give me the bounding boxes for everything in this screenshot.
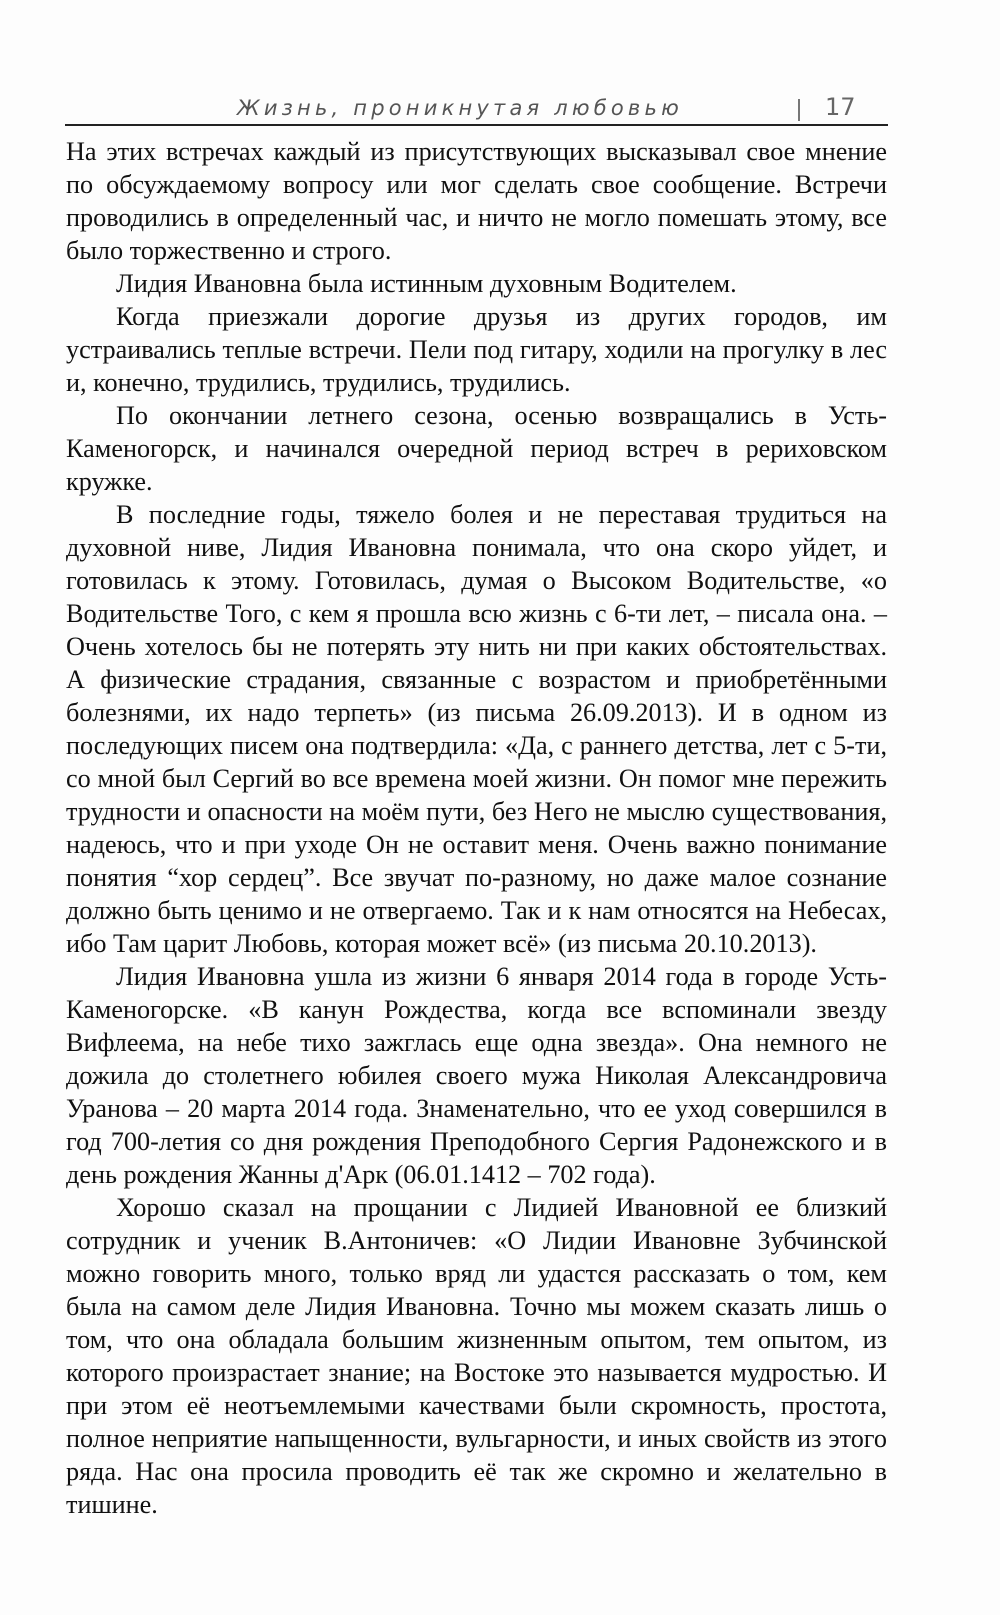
header-separator: [798, 99, 800, 121]
paragraph: На этих встречах каждый из присутствующих высказывал свое мнение по обсуждаемому вопросу или мог сделать свое сообщение. Встречи проводились в определенный час, и ничто не могло помешать этому, все было торжественно и строго.: [66, 137, 887, 265]
paragraph: В последние годы, тяжело болея и не переставая трудиться на духовной ниве, Лидия Ивановна понимала, что она скоро уйдет, и готовилась к этому. Готовилась, думая о Высоком Водительстве, «о Водительстве Того, с кем я прошла всю жизнь с 6-ти лет, – писала она. – Очень хотелось бы не потерять эту нить ни при каких обстоятельствах. А физические страдания, связанные с возрастом и приобретёнными болезнями, их надо терпеть» (из письма 26.09.2013). И в одном из последующих писем она подтвердила: «Да, с раннего детства, лет с 5-ти, со мной был Сергий во все времена моей жизни. Он помог мне пережить трудности и опасности на моём пути, без Него не мыслю существования, надеюсь, что и при уходе Он не оставит меня. Очень важно понимание понятия “хор сердец”. Все звучат по-разному, но даже малое сознание должно быть ценимо и не отвергаемо. Так и к нам относятся на Небесах, ибо Там царит Любовь, которая может всё» (из письма 20.10.2013).: [66, 500, 887, 958]
running-title: Жизнь, проникнутая любовью: [237, 96, 683, 120]
paragraph: Лидия Ивановна была истинным духовным Водителем.: [116, 269, 737, 298]
paragraph: Лидия Ивановна ушла из жизни 6 января 2014 года в городе Усть-Каменогорске. «В канун Рождества, когда все вспоминали звезду Вифлеема, на небе тихо зажглась еще одна звезда». Она немного не дожила до столетнего юбилея своего мужа Николая Александровича Уранова – 20 марта 2014 года. Знаменательно, что ее уход совершился в год 700-летия со дня рождения Преподобного Сергия Радонежского и в день рождения Жанны д'Арк (06.01.1412 – 702 года).: [66, 962, 887, 1189]
paragraph: По окончании летнего сезона, осенью возвращались в Усть-Каменогорск, и начинался очередной период встреч в рериховском кружке.: [66, 401, 887, 496]
page-number: 17: [825, 93, 856, 121]
paragraph: Когда приезжали дорогие друзья из других городов, им устраивались теплые встречи. Пели под гитару, ходили на прогулку в лес и, конечно, трудились, трудились, трудились.: [66, 302, 887, 397]
paragraph: Хорошо сказал на прощании с Лидией Ивановной ее близкий сотрудник и ученик В.Антоничев: «О Лидии Ивановне Зубчинской можно говорить много, только вряд ли удастся рассказать о том, кем была на самом деле Лидия Ивановна. Точно мы можем сказать лишь о том, что она обладала большим жизненным опытом, тем опытом, из которого произрастает знание; на Востоке это называется мудростью. И при этом её неотъемлемыми качествами были скромность, простота, полное неприятие напыщенности, вульгарности, и иных свойств из этого ряда. Нас она просила проводить её так же скромно и желательно в тишине.: [66, 1193, 887, 1519]
body-text: [66, 135, 887, 1521]
running-header: [65, 92, 888, 126]
